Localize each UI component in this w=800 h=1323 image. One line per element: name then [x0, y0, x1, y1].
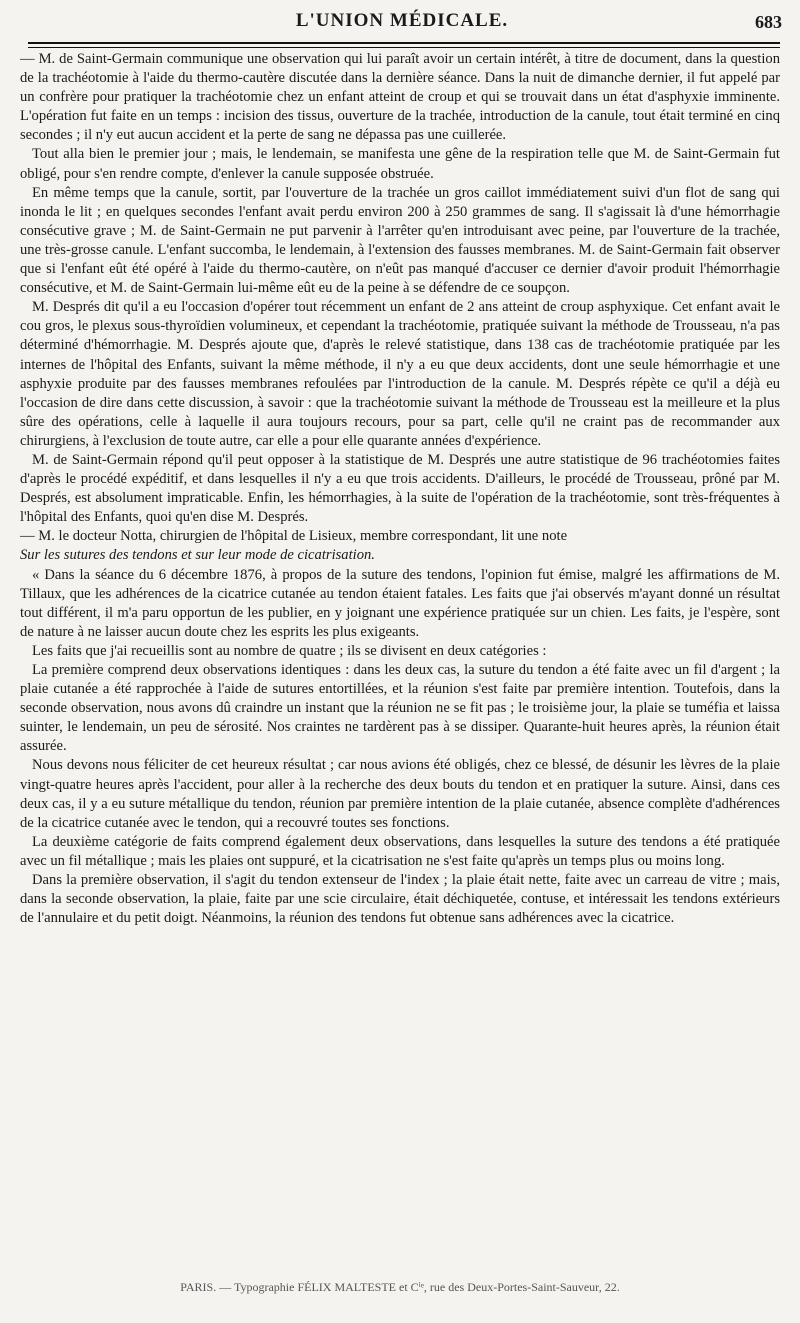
paragraph-premiere-categorie: La première comprend deux observations identiques : dans les deux cas, la suture du tendon a été faite avec un fil d'argent ; la plaie cutanée a été rapprochée à l'aide de sutures entortillées, et la réunion s'est faite par première intention. Toutefois, dans la seconde observation, nous avons dû craindre un instant que la réunion ne se fit pas ; le troisième jour, la plaie se tuméfia et laissa suinter, le lendemain, un peu de sérosité. Nos craintes ne tardèrent pas à se dissiper. Quarante-huit heures après, la réunion était assurée. — [20, 662, 780, 755]
paragraph-deuxieme-categorie: La deuxième catégorie de faits comprend également deux observations, dans lesquelles la suture des tendons a été pratiquée avec un fil métallique ; mais les plaies ont suppuré, et la cicatrisation ne s'est faite qu'après un temps plus ou moins long. — [20, 833, 780, 869]
paragraph-saint-germain: — M. de Saint-Germain communique une observation qui lui paraît avoir un certain intérêt, à titre de document, dans la question de la trachéotomie à l'aide du thermo-cautère discutée dans la dernière séance. Dans la nuit de dimanche dernier, il fut appelé par un confrère pour pratiquer la trachéotomie chez un enfant atteint de croup et qui se trouvait dans un état d'asphyxie imminente. L'opération fut faite en un temps : incision des tissus, ouverture de la trachée, introduction de la canule, tout était terminé en cinq secondes ; il n'y eut aucun accident et la perte de sang ne dépassa pas une cuillerée. — [20, 51, 780, 144]
paragraph-feliciter: Nous devons nous féliciter de cet heureux résultat ; car nous avions été obligés, chez ce blessé, de désunir les lèvres de la plaie vingt-quatre heures après l'accident, pour aller à la recherche des deux bouts du tendon et en pratiquer la suture. Ainsi, dans ces deux cas, il y a eu suture métallique du tendon, réunion par première intention de la plaie cutanée, absence complète d'adhérences de la cicatrice cutanée avec le tendon, qui a recouvré toutes ses fonctions. — [20, 757, 780, 831]
paragraph-notta: — M. le docteur Notta, chirurgien de l'hôpital de Lisieux, membre correspondant, lit une note — [20, 528, 568, 545]
article-body — [20, 50, 780, 928]
note-title: Sur les sutures des tendons et sur leur mode de cicatrisation. — [20, 547, 375, 564]
paragraph-premiere-observation: Dans la première observation, il s'agit du tendon extenseur de l'index ; la plaie était nette, faite avec un carreau de vitre ; mais, dans la seconde observation, la plaie, faite par une scie circulaire, était déchiquetée, contuse, et intéressait les tendons extérieurs de l'annulaire et du petit doigt. Néanmoins, la réunion des tendons fut obtenue sans adhérences avec la cicatrice. — [20, 872, 780, 927]
paragraph-faits: Les faits que j'ai recueillis sont au nombre de quatre ; ils se divisent en deux catégories : — [32, 642, 547, 659]
page-header — [22, 8, 782, 38]
journal-title: L'UNION MÉDICALE. — [295, 10, 509, 31]
page-footer: PARIS. — Typographie FÉLIX MALTESTE et Cⁱᵉ, rue des Deux-Portes-Saint-Sauveur, 22. — [180, 1280, 620, 1294]
paragraph-despres: M. Després dit qu'il a eu l'occasion d'opérer tout récemment un enfant de 2 ans atteint de croup asphyxique. Cet enfant avait le cou gros, le plexus sous-thyroïdien volumineux, et cependant la trachéotomie, pratiquée suivant la méthode de Trousseau, n'a pas déterminé d'hémorrhagie. M. Després ajoute que, d'après le relevé statistique, dans 138 cas de trachéotomie pratiquée par les internes de l'hôpital des Enfants, suivant la même méthode, il n'y a eu que deux accidents, dont une seule hémorrhagie et une asphyxie produite par des fausses membranes refoulées par l'introduction de la canule. M. Després répète ce qu'il a déjà eu l'occasion de dire dans cette discussion, à savoir : que la trachéotomie suivant la méthode de Trousseau est la meilleure et la plus sûre des opérations, celle à laquelle il aura toujours recours, pour sa part, celle qu'il ne craint pas de recommander aux chirurgiens, à l'exclusion de toute autre, car elle a pour elle quarante années d'expérience. — [20, 299, 780, 449]
paragraph-seance: « Dans la séance du 6 décembre 1876, à propos de la suture des tendons, l'opinion fut émise, malgré les affirmations de M. Tillaux, que les adhérences de la cicatrice cutanée au tendon étaient fatales. Les faits que j'ai observés m'ayant donné un résultat tout différent, il m'a paru opportun de les publier, en y joignant une expérience pratiquée sur un chien. Les faits, je l'espère, sont de nature à ne laisser aucun doute chez les esprits les plus exigeants. — [20, 566, 780, 640]
paragraph-respiration: Tout alla bien le premier jour ; mais, le lendemain, se manifesta une gêne de la respiration telle que M. de Saint-Germain fut obligé, pour s'en rendre compte, d'enlever la canule supposée obstruée. — [20, 146, 780, 182]
paragraph-reponse: M. de Saint-Germain répond qu'il peut opposer à la statistique de M. Després une autre statistique de 96 trachéotomies faites d'après le procédé expéditif, et dans lesquelles il n'y a eu que trois accidents. D'ailleurs, le procédé de Trousseau, prôné par M. Després, est absolument impraticable. Enfin, les hémorrhagies, à la suite de l'opération de la trachéotomie, sont très-fréquentes à l'hôpital des Enfants, quoi qu'en dise M. Després. — [20, 451, 780, 526]
header-rule — [28, 42, 780, 48]
page-number: 683 — [755, 12, 782, 32]
paragraph-hemorrhagie: En même temps que la canule, sortit, par l'ouverture de la trachée un gros caillot immédiatement suivi d'un flot de sang qui inonda le lit ; en quelques secondes l'enfant avait perdu environ 200 à 250 grammes de sang. Il s'agissait là d'une hémorrhagie consécutive grave ; M. de Saint-Germain ne put parvenir à l'arrêter qu'en introduisant avec peine, par l'ouverture de la trachée, une très-grosse canule. L'enfant succomba, le lendemain, à l'extension des fausses membranes. M. de Saint-Germain fait observer que si l'enfant eût été opéré à l'aide du thermo-cautère, on n'eût pas manqué d'accuser ce dernier d'avoir produit l'hémorrhagie consécutive, et M. de Saint-Germain lui-même eût eu de la peine à se défendre de ce soupçon. — [20, 184, 780, 297]
